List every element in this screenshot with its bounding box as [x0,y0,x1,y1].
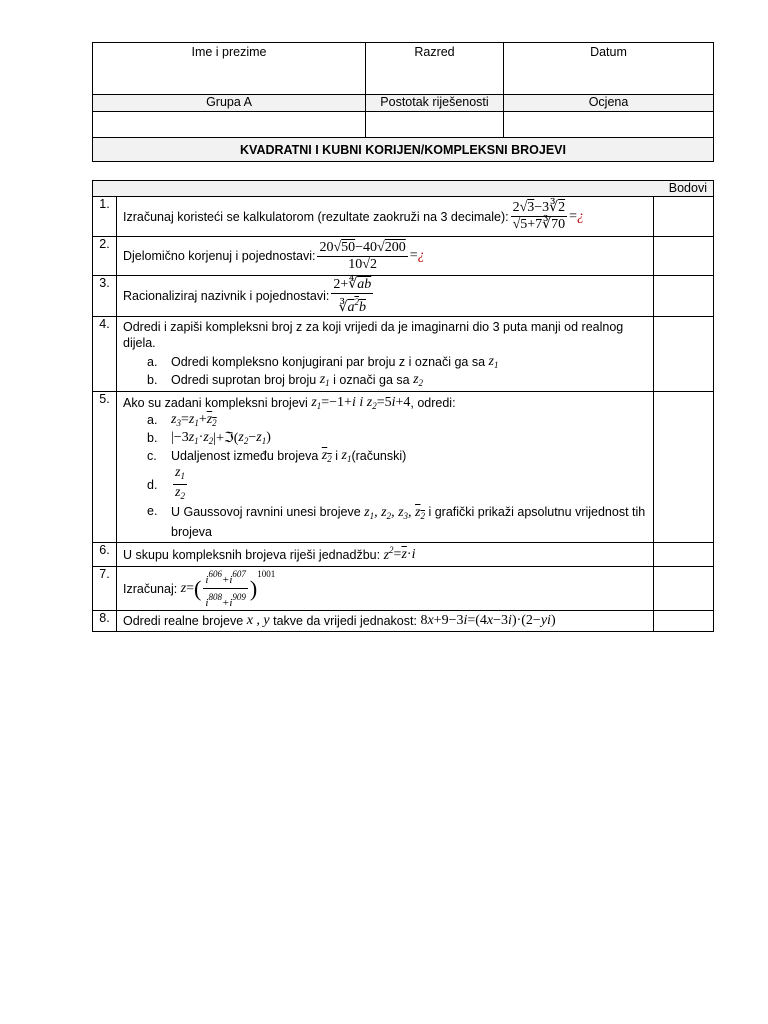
task-row-7: 7. Izračunaj: z = ( $\frac{i^{606}+i^{607}}{i^{808}+i^{909}}$ ) 1001 [93,567,714,611]
points-cell[interactable] [653,197,714,237]
task-number: 2. [93,237,117,276]
task-row-4: 4. Odredi i zapiši kompleksni broj z za koji vrijedi da je imaginarni dio 3 puta manji od realnog dijela. a. Odredi kompleksno konjugirani par broju z i označi ga sa $z_1$ b. Odredi suprotan broj broju $z_1$ i označi ga sa $z_2$ [93,317,714,392]
points-cell[interactable] [653,392,714,543]
date-cell[interactable] [504,43,714,95]
task-row-6: 6. U skupu kompleksnih brojeva riješi jednadžbu: $z^2$ = $\overline{z}$ · i [93,543,714,567]
task-row-3 [93,276,714,317]
task-number: 6. [93,543,117,567]
task-number: 5. [93,392,117,543]
task-text: Racionaliziraj nazivnik i pojednostavi: [123,289,330,303]
task-text: Izračunaj: [123,581,178,596]
task-row-1: 1. Izračunaj koristeći se kalkulatorom (rezultate zaokruži na 3 decimale): $\frac{2√3-3∛2}{√5+7∛70}$ = ¿ [93,197,714,237]
points-cell[interactable] [653,567,714,611]
task-text: Odredi realne brojeve [123,614,244,628]
task-text: Ako su zadani kompleksni brojevi [123,395,308,410]
class-label: Razred [414,45,455,59]
percent-value-cell[interactable] [366,112,504,138]
points-cell[interactable] [653,543,714,567]
task-row-8: 8. Odredi realne brojeve x , y takve da vrijedi jednakost: 8 x +9−3 i =(4 x −3 i )·(2− yi ) [93,611,714,632]
task-text: U skupu kompleksnih brojeva riješi jednadžbu: [123,547,381,562]
task-text: Djelomično korjenuj i pojednostavi: [123,249,316,263]
task-row-5: 5. Ako su zadani kompleksni brojevi $z_1$ =−1+ i i $z_2$ =5 i +4 , odredi: a. $z_3$ = $z_1$ + $z_2$ b. |−3 $z_1$ · $z_2$ |+ℑ( $z_2$ − $z_1$ ) c. Udaljenost između brojeva $z_2$ i $z_1$ (računski) d. $\frac{z_1}{z_2}$ e. U Gaussovoj ravnini unesi brojeve $z_1$, $z_2$, $z_3$, $z_2$ i grafički prikaži apsolutnu vrijednost tih brojeva [93,392,714,543]
formula-task-3: $\frac{2+∜\overline{ab}}{∛a^2b}$ [333,276,372,315]
name-cell[interactable] [93,43,366,95]
formula-task-2: $\frac{20√50-40√200}{10√2}$ [319,239,406,272]
group-label: Grupa A [93,95,366,112]
task-number: 8. [93,611,117,632]
group-value-cell[interactable] [93,112,366,138]
points-header: Bodovi [653,181,714,197]
task-number: 7. [93,567,117,611]
points-cell[interactable] [653,276,714,317]
points-cell[interactable] [653,317,714,392]
tasks-table [92,180,714,632]
formula-task-7: $\frac{i^{606}+i^{607}}{i^{808}+i^{909}}$ [203,566,248,611]
task-number: 1. [93,197,117,237]
formula-task-1: $\frac{2√3-3∛2}{√5+7∛70}$ [512,200,566,232]
percent-label: Postotak riješenosti [366,95,504,112]
task-number: 4. [93,317,117,392]
header-table [92,42,714,162]
task-number: 3. [93,276,117,317]
date-label: Datum [590,45,627,59]
page-title: KVADRATNI I KUBNI KORIJEN/KOMPLEKSNI BROJEVI [93,138,714,162]
grade-value-cell[interactable] [504,112,714,138]
points-cell[interactable] [653,237,714,276]
task-text: Odredi i zapiši kompleksni broj z za koji vrijedi da je imaginarni dio 3 puta manji od realnog dijela. [123,320,624,350]
task-text: Izračunaj koristeći se kalkulatorom (rezultate zaokruži na 3 decimale): [123,209,509,224]
grade-label: Ocjena [504,95,714,112]
name-label: Ime i prezime [191,45,267,59]
points-cell[interactable] [653,611,714,632]
task-row-2: 2. Djelomično korjenuj i pojednostavi: $\frac{20√50-40√200}{10√2}$ = ¿ [93,237,714,276]
class-cell[interactable] [366,43,504,95]
